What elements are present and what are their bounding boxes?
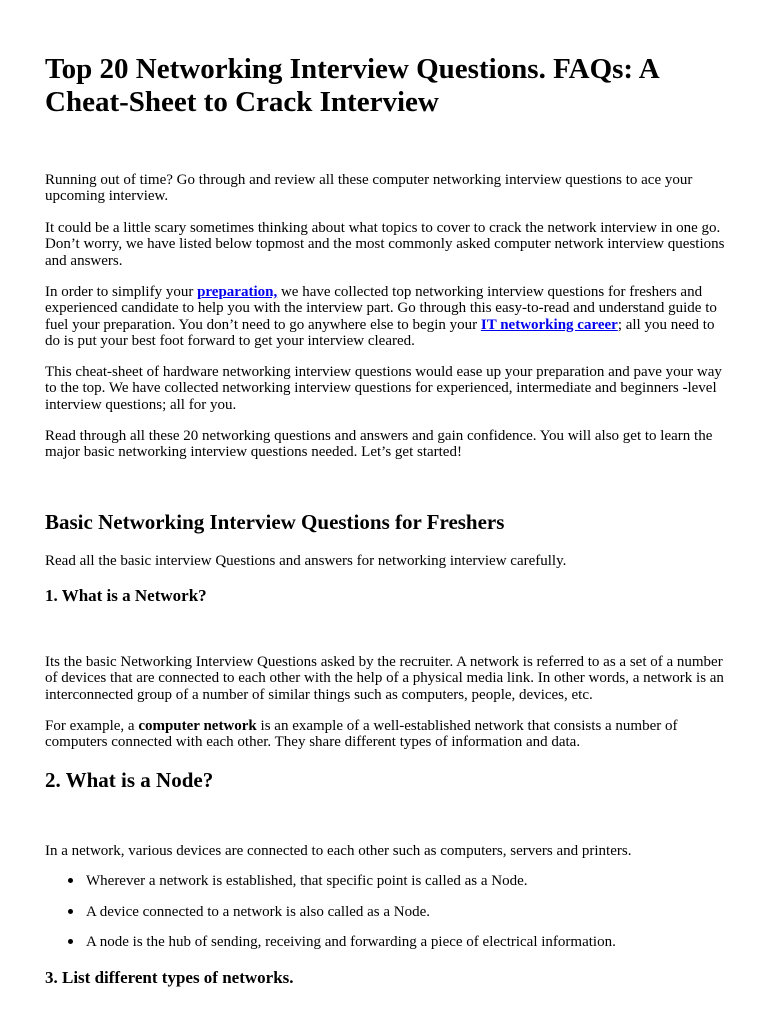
intro-p3-text-a: In order to simplify your — [45, 284, 198, 300]
page-title: Top 20 Networking Interview Questions. FAQs: A Cheat-Sheet to Crack Interview — [45, 53, 659, 118]
question-2-answer-paragraph: In a network, various devices are connected to each other such as computers, servers and printers. — [45, 843, 632, 859]
intro-paragraph-1: Running out of time? Go through and review all these computer networking interview questions to ace your upcoming interview. — [45, 172, 693, 205]
list-item-text: A node is the hub of sending, receiving and forwarding a piece of electrical information. — [86, 934, 616, 950]
intro-paragraph-4: This cheat-sheet of hardware networking interview questions would ease up your preparation and pave your way to the top. We have collected networking interview questions for experienced, intermediate and beginners -level interview questions; all for you. — [45, 364, 722, 413]
question-1-heading: 1. What is a Network? — [45, 586, 207, 605]
question-3-heading: 3. List different types of networks. — [45, 968, 294, 987]
bullet-icon — [65, 873, 86, 890]
bullet-icon — [65, 934, 86, 951]
list-item-text: A device connected to a network is also called as a Node. — [86, 904, 431, 920]
basic-questions-lead: Read all the basic interview Questions and answers for networking interview carefully. — [45, 553, 567, 569]
question-1-answer-paragraph-1: Its the basic Networking Interview Questions asked by the recruiter. A network is referred to as a set of a number of devices that are connected to each other with the help of a physical media link. In other words, a network is an interconnected group of a number of similar things such as computers, people, devices, etc. — [45, 654, 724, 703]
list-item — [65, 934, 616, 951]
list-item — [65, 873, 528, 890]
intro-paragraph-3 — [45, 284, 730, 349]
q1-p2-text-b: is an example of a well-established network that consists a number of computers connected with each other. They share different types of information and data. — [45, 718, 678, 751]
question-2-heading: 2. What is a Node? — [45, 768, 214, 792]
basic-questions-heading: Basic Networking Interview Questions for Freshers — [45, 510, 505, 534]
list-item-text: Wherever a network is established, that specific point is called as a Node. — [86, 873, 528, 889]
list-item — [65, 904, 430, 921]
computer-network-term: computer network — [138, 718, 257, 734]
intro-p3-text-c: ; all you need to do is put your best foot forward to get your interview cleared. — [45, 316, 715, 349]
intro-paragraph-2: It could be a little scary sometimes thinking about what topics to cover to crack the network interview in one go. Don’t worry, we have listed below topmost and the most commonly asked computer network interview questions and answers. — [45, 220, 725, 269]
it-networking-career-link[interactable]: IT networking career — [480, 316, 618, 333]
bullet-icon — [65, 904, 86, 921]
question-1-answer-paragraph-2 — [45, 718, 730, 751]
intro-paragraph-5: Read through all these 20 networking questions and answers and gain confidence. You will also get to learn the major basic networking interview questions needed. Let’s get started! — [45, 428, 713, 461]
preparation-link[interactable]: preparation, — [197, 284, 278, 300]
intro-p3-text-b: we have collected top networking interview questions for freshers and experienced candidate to help you with the interview part. Go through this easy-to-read and understand guide to fuel your preparation. You don’t need to go anywhere else to begin your — [45, 284, 717, 333]
q1-p2-text-a: For example, a — [45, 718, 139, 734]
